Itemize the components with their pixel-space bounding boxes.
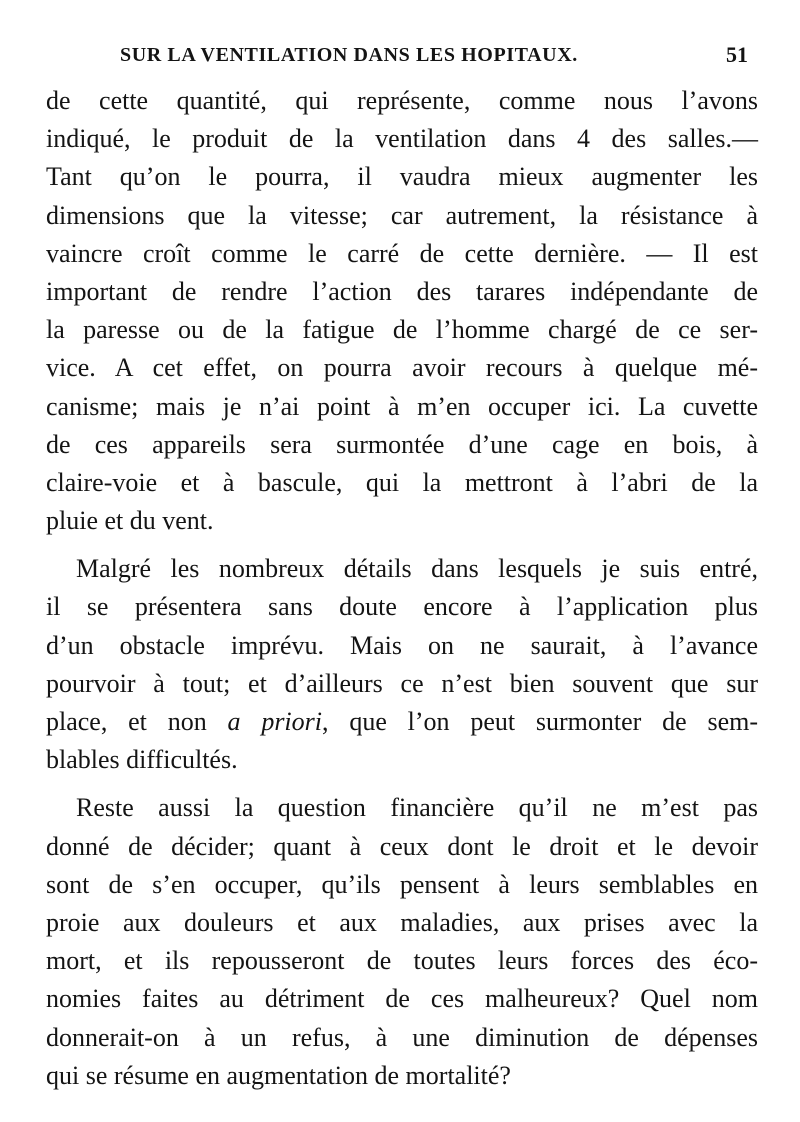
text-line: sont de s’en occuper, qu’ils pensent à leurs semblables en	[46, 869, 758, 899]
text-line: de ces appareils sera surmontée d’une cage en bois, à	[46, 429, 758, 459]
text-line: blables difficultés.	[46, 745, 238, 775]
paragraph-gap	[46, 779, 758, 789]
text-line: mort, et ils repousseront de toutes leurs forces des éco-	[46, 946, 758, 976]
text-line: il se présentera sans doute encore à l’application plus	[46, 592, 758, 622]
text-line: indiqué, le produit de la ventilation dans 4 des salles.—	[46, 124, 758, 154]
paragraph-3	[46, 789, 758, 1095]
text-line: claire-voie et à bascule, qui la mettront à l’abri de la	[46, 467, 758, 497]
running-head	[46, 44, 756, 74]
page-number: 51	[726, 42, 748, 67]
text-line: nomies faites au détriment de ces malheureux? Quel nom	[46, 984, 758, 1014]
paragraph-1	[46, 82, 758, 540]
text-line: la paresse ou de la fatigue de l’homme chargé de ce ser-	[46, 315, 758, 345]
text-line: qui se résume en augmentation de mortalité?	[46, 1060, 511, 1090]
italic-phrase: a priori	[227, 707, 323, 736]
text-line: donnerait-on à un refus, à une diminution de dépenses	[46, 1022, 758, 1052]
text-line: Tant qu’on le pourra, il vaudra mieux augmenter les	[46, 162, 758, 192]
text-line: pluie et du vent.	[46, 506, 214, 536]
text-line: pourvoir à tout; et d’ailleurs ce n’est bien souvent que sur	[46, 668, 758, 698]
paragraph-gap	[46, 540, 758, 550]
text-segment: place, et non	[46, 707, 228, 736]
text-line: Malgré les nombreux détails dans lesquels je suis entré,	[76, 554, 758, 584]
text-line: d’un obstacle imprévu. Mais on ne saurait, à l’avance	[46, 630, 758, 660]
text-segment: , que l’on peut surmonter de sem-	[322, 707, 759, 736]
running-title: SUR LA VENTILATION DANS LES HOPITAUX.	[120, 44, 578, 66]
body-text	[46, 82, 758, 1095]
text-line: dimensions que la vitesse; car autrement, la résistance à	[46, 200, 758, 230]
text-line: proie aux douleurs et aux maladies, aux prises avec la	[46, 907, 758, 937]
text-line: de cette quantité, qui représente, comme nous l’avons	[46, 86, 758, 115]
text-line: Reste aussi la question financière qu’il ne m’est pas	[76, 793, 758, 823]
text-line	[46, 703, 758, 741]
text-line: canisme; mais je n’ai point à m’en occuper ici. La cuvette	[46, 391, 758, 421]
text-line: donné de décider; quant à ceux dont le droit et le devoir	[46, 831, 758, 861]
paragraph-2	[46, 550, 758, 779]
text-line: vice. A cet effet, on pourra avoir recours à quelque mé-	[46, 353, 758, 383]
text-line: vaincre croît comme le carré de cette dernière. — Il est	[46, 238, 758, 268]
text-line: important de rendre l’action des tarares indépendante de	[46, 276, 758, 306]
